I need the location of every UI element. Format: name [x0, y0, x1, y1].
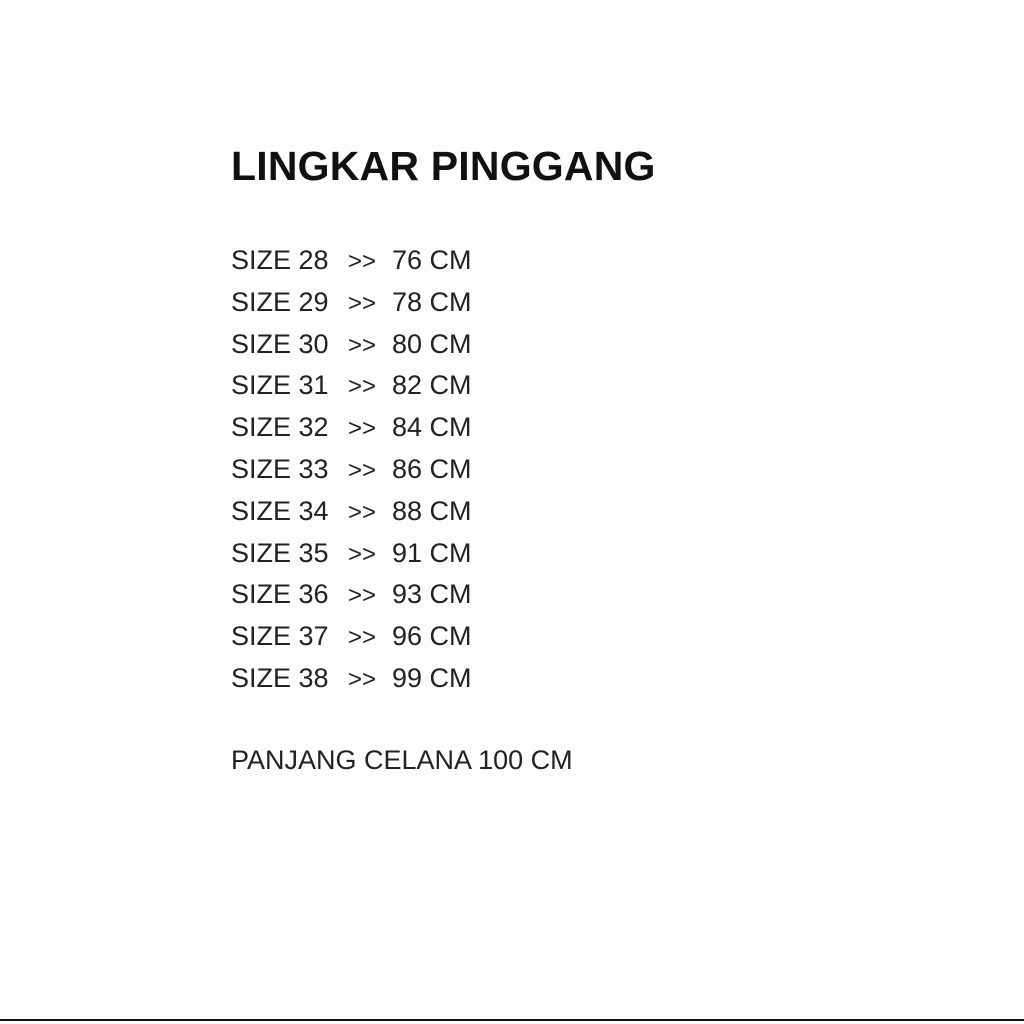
arrow-symbol: >>: [348, 582, 377, 610]
size-row-34: [231, 496, 472, 538]
arrow-symbol: >>: [348, 289, 377, 317]
pants-length-note: PANJANG CELANA 100 CM: [231, 745, 573, 775]
size-row-36: [231, 579, 472, 621]
waist-measurement: 96 CM: [392, 621, 472, 652]
waist-measurement: 82 CM: [392, 370, 472, 401]
size-row-33: [231, 454, 472, 496]
waist-measurement: 88 CM: [392, 495, 472, 526]
arrow-symbol: >>: [348, 498, 377, 526]
size-row-37: [231, 621, 472, 663]
size-label: SIZE 34: [231, 495, 329, 526]
size-label: SIZE 32: [231, 412, 329, 443]
size-label: SIZE 38: [231, 662, 329, 693]
size-row-35: [231, 538, 472, 580]
waist-measurement: 84 CM: [392, 412, 472, 443]
size-label: SIZE 33: [231, 453, 329, 484]
size-row-31: [231, 370, 472, 412]
size-label: SIZE 35: [231, 537, 329, 568]
arrow-symbol: >>: [348, 456, 377, 484]
size-label: SIZE 30: [231, 328, 329, 359]
arrow-symbol: >>: [348, 415, 377, 443]
size-row-32: [231, 412, 472, 454]
waist-measurement: 99 CM: [392, 662, 472, 693]
waist-measurement: 76 CM: [392, 245, 472, 275]
waist-measurement: 91 CM: [392, 537, 472, 568]
size-row-28: [231, 245, 472, 287]
size-row-30: [231, 329, 472, 371]
size-row-29: [231, 287, 472, 329]
size-label: SIZE 36: [231, 579, 329, 610]
size-label: SIZE 29: [231, 286, 329, 317]
arrow-symbol: >>: [348, 624, 377, 652]
arrow-symbol: >>: [348, 373, 377, 401]
size-row-38: [231, 663, 472, 705]
waist-measurement: 86 CM: [392, 453, 472, 484]
waist-measurement: 80 CM: [392, 328, 472, 359]
size-label: SIZE 37: [231, 621, 329, 652]
arrow-symbol: >>: [348, 248, 377, 275]
arrow-symbol: >>: [348, 665, 377, 693]
waist-measurement: 93 CM: [392, 579, 472, 610]
page-title: LINGKAR PINGGANG: [231, 143, 656, 189]
arrow-symbol: >>: [348, 331, 377, 359]
waist-measurement: 78 CM: [392, 286, 472, 317]
size-list: [231, 245, 472, 705]
arrow-symbol: >>: [348, 540, 377, 568]
bottom-divider: [0, 1019, 1024, 1021]
size-label: SIZE 28: [231, 245, 329, 275]
size-label: SIZE 31: [231, 370, 329, 401]
